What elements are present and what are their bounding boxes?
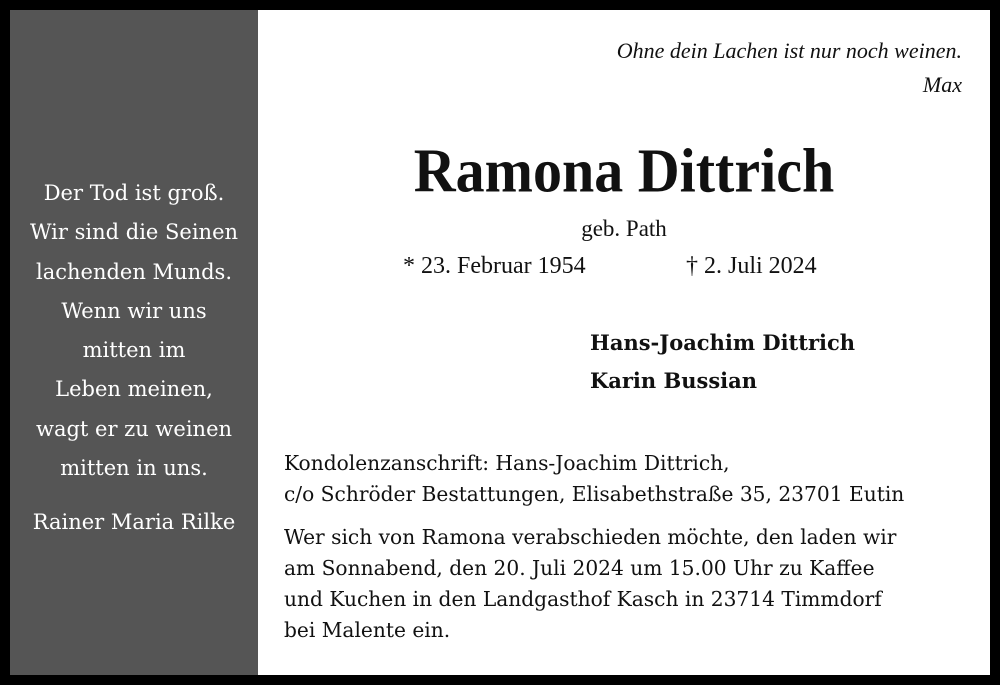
poem-line: mitten in uns. bbox=[60, 456, 208, 481]
mourner-name: Hans-Joachim Dittrich bbox=[590, 330, 856, 355]
poem-author: Rainer Maria Rilke bbox=[32, 510, 236, 534]
poem-line: Leben meinen, bbox=[55, 377, 213, 402]
poem-line: mitten im bbox=[82, 338, 186, 363]
poem bbox=[10, 174, 258, 488]
condolence-address bbox=[284, 448, 904, 510]
poem-line: Wir sind die Seinen bbox=[29, 220, 239, 245]
invitation-line: am Sonnabend, den 20. Juli 2024 um 15.00 Uhr zu Kaffee bbox=[284, 556, 875, 580]
quote bbox=[617, 34, 962, 102]
poem-line: wagt er zu weinen bbox=[35, 416, 233, 441]
death-date: † 2. Juli 2024 bbox=[686, 253, 817, 279]
quote-text: Ohne dein Lachen ist nur noch weinen. bbox=[616, 38, 962, 63]
sidebar-panel bbox=[10, 10, 258, 675]
invitation-line: Wer sich von Ramona verabschieden möchte, den laden wir bbox=[284, 525, 897, 549]
invitation-text bbox=[284, 522, 896, 646]
birth-date: * 23. Februar 1954 bbox=[403, 253, 586, 279]
mourner-name: Karin Bussian bbox=[590, 368, 757, 393]
mourners-list bbox=[590, 324, 855, 400]
invitation-line: und Kuchen in den Landgasthof Kasch in 23714 Timmdorf bbox=[284, 587, 882, 611]
invitation-line: bei Malente ein. bbox=[284, 618, 451, 642]
deceased-name: Ramona Dittrich bbox=[413, 135, 835, 206]
condolence-line: c/o Schröder Bestattungen, Elisabethstraße 35, 23701 Eutin bbox=[284, 482, 905, 506]
poem-line: lachenden Munds. bbox=[36, 259, 232, 284]
maiden-name: geb. Path bbox=[581, 216, 667, 241]
poem-line: Der Tod ist groß. bbox=[43, 181, 225, 205]
main-panel bbox=[258, 10, 990, 675]
poem-line: Wenn wir uns bbox=[61, 298, 207, 323]
quote-author: Max bbox=[922, 72, 962, 97]
condolence-line: Kondolenzanschrift: Hans-Joachim Dittrich, bbox=[284, 451, 730, 475]
